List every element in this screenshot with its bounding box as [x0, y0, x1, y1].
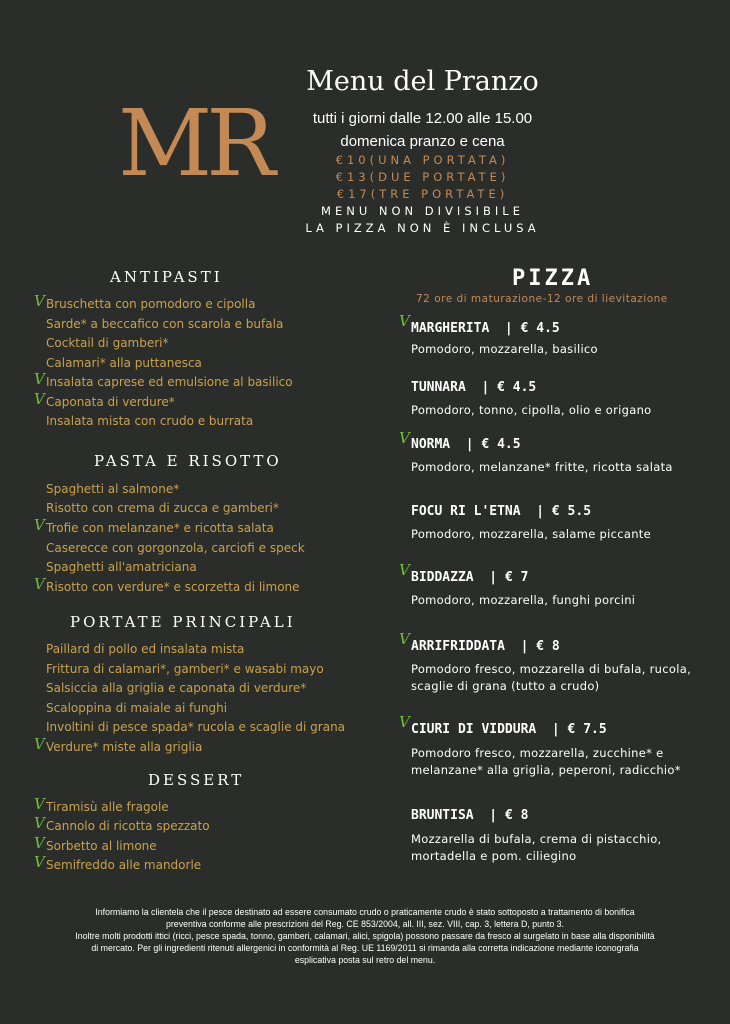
list-item: Frittura di calamari*, gamberi* e wasabi mayo [46, 662, 324, 676]
vegan-mark-icon: V [34, 834, 45, 852]
pizza-name: TUNNARA | € 4.5 [411, 380, 537, 395]
list-item: Risotto con verdure* e scorzetta di limone [46, 580, 300, 594]
menu-title: Menu del Pranzo [306, 66, 539, 97]
pizza-name: BRUNTISA | € 8 [411, 808, 529, 823]
pizza-description: Pomodoro, mozzarella, basilico [411, 342, 598, 356]
vegan-mark-icon: V [399, 713, 410, 731]
list-item: Salsiccia alla griglia e caponata di verdure* [46, 681, 307, 695]
section-title-dessert: DESSERT [148, 771, 245, 789]
list-item: Risotto con crema di zucca e gamberi* [46, 501, 279, 515]
list-item: Bruschetta con pomodoro e cipolla [46, 297, 256, 311]
sunday-hours: domenica pranzo e cena [340, 133, 505, 150]
section-title-main-courses: PORTATE PRINCIPALI [70, 613, 296, 631]
pizza-name: ARRIFRIDDATA | € 8 [411, 639, 560, 654]
pizza-description: Pomodoro, mozzarella, funghi porcini [411, 593, 636, 607]
list-item: Involtini di pesce spada* rucola e scaglie di grana [46, 720, 346, 734]
price-one-course: €10(UNA PORTATA) [335, 153, 510, 167]
list-item: Tiramisù alle fragole [46, 800, 169, 814]
vegan-mark-icon: V [34, 516, 45, 534]
pizza-subtitle: 72 ore di maturazione-12 ore di lievitazione [416, 293, 668, 305]
pizza-name: BIDDAZZA | € 7 [411, 570, 529, 585]
list-item: Calamari* alla puttanesca [46, 356, 202, 370]
list-item: Sorbetto al limone [46, 839, 157, 853]
note-pizza-excluded: LA PIZZA NON È INCLUSA [305, 221, 540, 235]
restaurant-logo: MR [118, 90, 270, 197]
vegan-mark-icon: V [399, 630, 410, 648]
list-item: Paillard di pollo ed insalata mista [46, 642, 245, 656]
pizza-name: MARGHERITA | € 4.5 [411, 321, 560, 336]
section-title-pasta: PASTA E RISOTTO [94, 452, 282, 470]
list-item: Spaghetti al salmone* [46, 482, 180, 496]
vegan-mark-icon: V [34, 795, 45, 813]
note-not-divisible: MENU NON DIVISIBILE [321, 204, 524, 218]
price-three-courses: €17(TRE PORTATE) [336, 187, 509, 201]
list-item: Cocktail di gamberi* [46, 336, 169, 350]
vegan-mark-icon: V [34, 814, 45, 832]
pizza-description: Mozzarella di bufala, crema di pistacchio, mortadella e pom. ciliegino [411, 832, 662, 863]
list-item: Caponata di verdure* [46, 395, 175, 409]
section-title-antipasti: ANTIPASTI [110, 268, 223, 286]
list-item: Insalata mista con crudo e burrata [46, 414, 254, 428]
vegan-mark-icon: V [399, 429, 410, 447]
pizza-description: Pomodoro fresco, mozzarella, zucchine* e melanzane* alla griglia, peperoni, radicchio* [411, 746, 681, 777]
list-item: Sarde* a beccafico con scarola e bufala [46, 317, 284, 331]
list-item: Scaloppina di maiale ai funghi [46, 701, 228, 715]
vegan-mark-icon: V [34, 370, 45, 388]
vegan-mark-icon: V [34, 292, 45, 310]
vegan-mark-icon: V [399, 312, 410, 330]
vegan-mark-icon: V [34, 575, 45, 593]
price-two-courses: €13(DUE PORTATE) [335, 170, 510, 184]
pizza-description: Pomodoro, melanzane* fritte, ricotta salata [411, 460, 673, 474]
pizza-description: Pomodoro, mozzarella, salame piccante [411, 527, 651, 541]
vegan-mark-icon: V [34, 735, 45, 753]
list-item: Insalata caprese ed emulsione al basilico [46, 375, 293, 389]
pizza-name: NORMA | € 4.5 [411, 437, 521, 452]
list-item: Spaghetti all'amatriciana [46, 560, 197, 574]
section-title-pizza: PIZZA [512, 266, 594, 291]
pizza-name: FOCU RI L'ETNA | € 5.5 [411, 504, 592, 519]
vegan-mark-icon: V [399, 561, 410, 579]
vegan-mark-icon: V [34, 853, 45, 871]
vegan-mark-icon: V [34, 390, 45, 408]
opening-hours: tutti i giorni dalle 12.00 alle 15.00 [312, 110, 533, 127]
pizza-description: Pomodoro fresco, mozzarella di bufala, rucola, scaglie di grana (tutto a crudo) [411, 662, 692, 693]
list-item: Caserecce con gorgonzola, carciofi e speck [46, 541, 305, 555]
list-item: Cannolo di ricotta spezzato [46, 819, 210, 833]
list-item: Semifreddo alle mandorle [46, 858, 202, 872]
list-item: Verdure* miste alla griglia [46, 740, 203, 754]
legal-footer: Informiamo la clientela che il pesce destinato ad essere consumato crudo o praticamente crudo è stato sottoposto a trattamento di bonifica preventiva conforme alle prescrizioni del Reg. CE 853/2004, all. III, sez. VIII, cap. 3, lettera D, punto 3. Inoltre molti prodotti ittici (ricci, pesce spada, tonno, gamberi, calamari, alici, spigola) possono passare da fresco al surgelato in base alla disponibilità di mercato. Per gli ingredienti ritenuti allergenici in conformità al Reg. UE 1169/2011 si rimanda alla corretta indicazione mediante iconografia esplicativa posta sul retro del menu. [75, 907, 655, 965]
list-item: Trofie con melanzane* e ricotta salata [46, 521, 274, 535]
pizza-description: Pomodoro, tonno, cipolla, olio e origano [411, 403, 652, 417]
pizza-name: CIURI DI VIDDURA | € 7.5 [411, 722, 607, 737]
